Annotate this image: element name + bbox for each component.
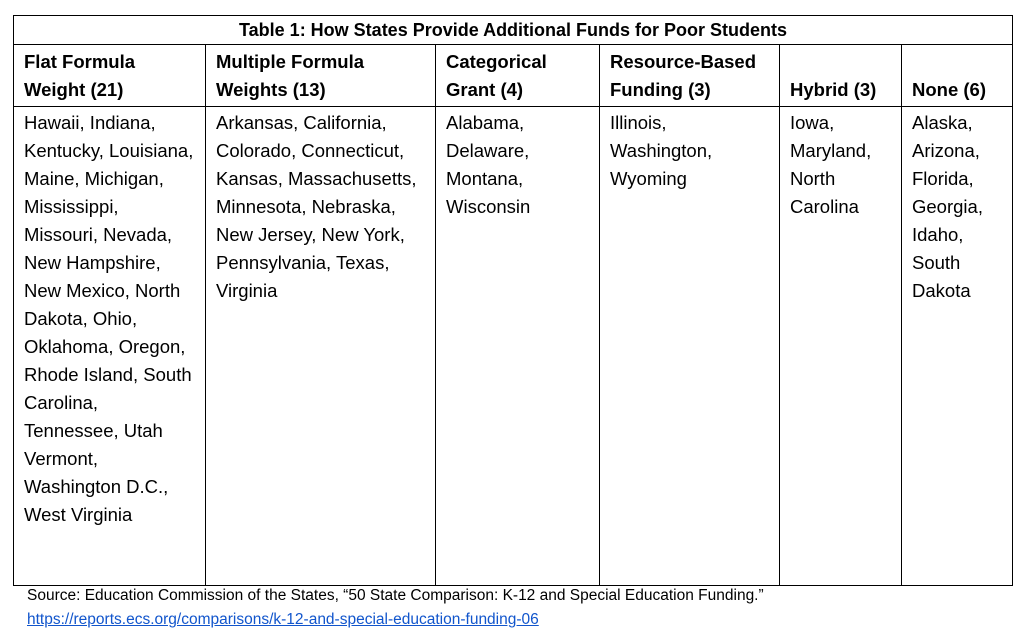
states-hybrid: Iowa, Maryland, North Carolina: [780, 107, 902, 586]
header-line1: Multiple Formula: [216, 51, 364, 72]
header-line2: Funding (3): [610, 79, 711, 100]
column-header-none: [902, 45, 1013, 107]
source-text: Source: Education Commission of the States, “50 State Comparison: K-12 and Special Education Funding.”: [27, 587, 764, 604]
column-header-multiple-formula: [206, 45, 436, 107]
header-line1: Flat Formula: [24, 51, 136, 72]
header-row: [14, 45, 1013, 107]
states-resource-based: Illinois, Washington, Wyoming: [600, 107, 780, 586]
header-line2: Weight (21): [24, 79, 124, 100]
header-line2: None (6): [912, 79, 986, 100]
funding-table: [13, 15, 1013, 586]
source-link[interactable]: https://reports.ecs.org/comparisons/k-12-and-special-education-funding-06: [27, 611, 539, 628]
column-header-hybrid: [780, 45, 902, 107]
column-header-flat-formula: [14, 45, 206, 107]
funding-table-container: [13, 15, 1012, 586]
table-title: Table 1: How States Provide Additional Funds for Poor Students: [14, 16, 1013, 45]
header-line1: Categorical: [446, 51, 547, 72]
body-row: [14, 107, 1013, 586]
column-header-categorical-grant: [436, 45, 600, 107]
states-none: Alaska, Arizona, Florida, Georgia, Idaho, South Dakota: [902, 107, 1013, 586]
header-line1: Resource-Based: [610, 51, 757, 72]
header-line2: Hybrid (3): [790, 79, 877, 100]
header-line2: Grant (4): [446, 79, 524, 100]
title-row: [14, 16, 1013, 45]
column-header-resource-based: [600, 45, 780, 107]
states-categorical-grant: Alabama, Delaware, Montana, Wisconsin: [436, 107, 600, 586]
states-multiple-formula: Arkansas, California, Colorado, Connecticut, Kansas, Massachusetts, Minnesota, Nebraska, New Jersey, New York, Pennsylvania, Texas, Virginia: [206, 107, 436, 586]
source-note: [27, 584, 1012, 632]
states-flat-formula: Hawaii, Indiana, Kentucky, Louisiana, Maine, Michigan, Mississippi, Missouri, Nevada, New Hampshire, New Mexico, North Dakota, Ohio, Oklahoma, Oregon, Rhode Island, South Carolina, Tennessee, Utah Vermont, Washington D.C., West Virginia: [14, 107, 206, 586]
header-line2: Weights (13): [216, 79, 326, 100]
